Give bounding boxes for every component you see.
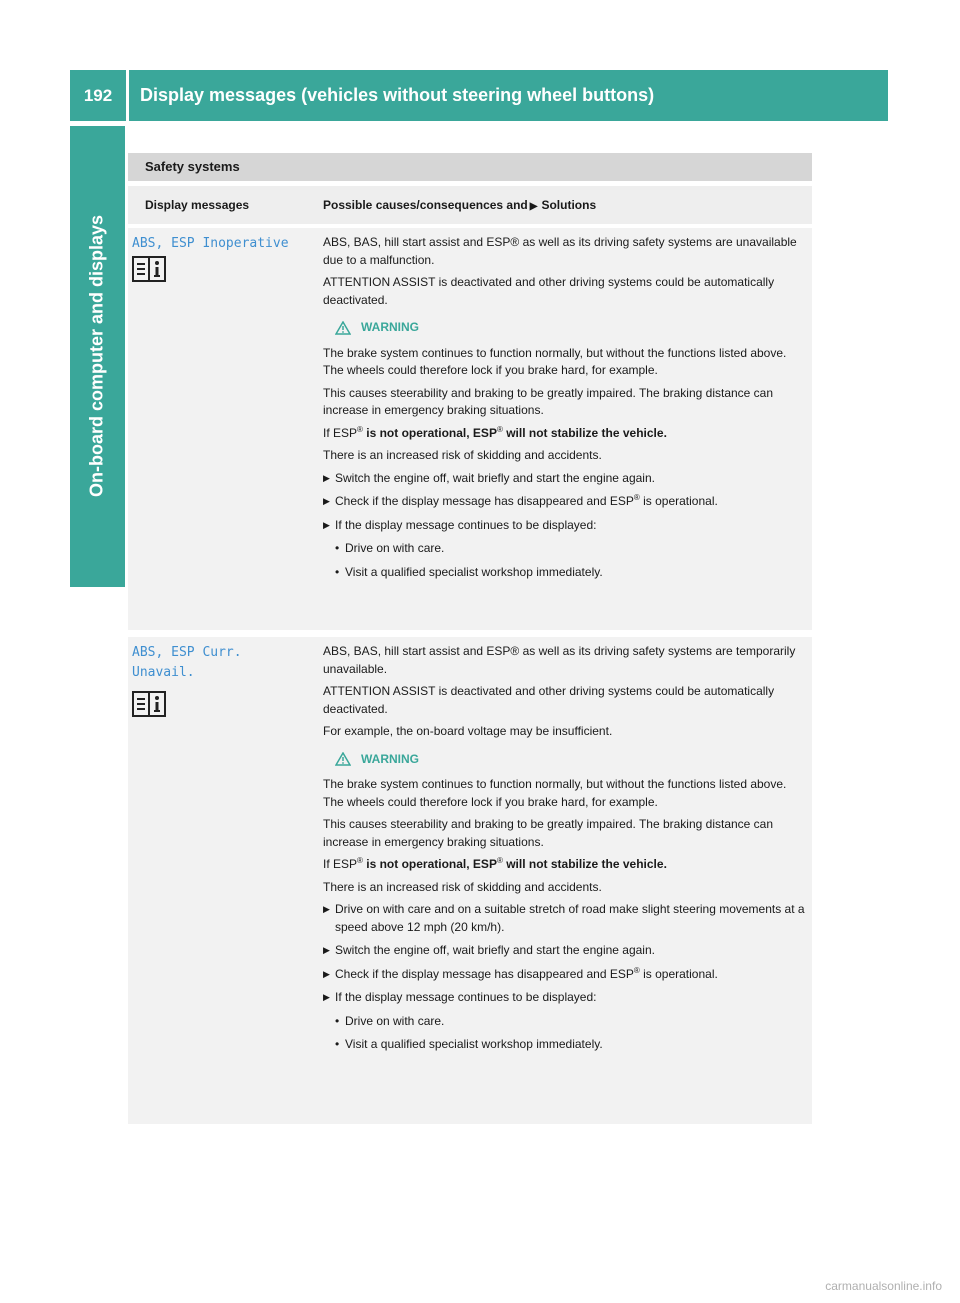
display-message-text: ABS, ESP Curr. Unavail. [132,645,242,680]
warning-label: WARNING [361,751,419,766]
solution-step: ▶ If the display message continues to be displayed: [323,517,807,535]
warning-triangle-icon [335,321,351,335]
warning-heading [335,751,807,769]
warning-label: WARNING [361,320,419,334]
warning-text: The brake system continues to function normally, but without the functions listed above. The wheels could therefore lock if you brake hard, for example. [323,777,787,809]
warning-text: This causes steerability and braking to be greatly impaired. The braking distance can increase in emergency braking situations. [323,385,774,417]
row-divider [128,631,812,633]
owners-manual-icon [132,256,166,282]
cause-text: ATTENTION ASSIST is deactivated and other driving systems could be automatically deactivated. [323,275,775,307]
warning-text: This causes steerability and braking to be greatly impaired. The braking distance can increase in emergency braking situations. [323,817,774,849]
warning-text: There is an increased risk of skidding and accidents. [323,879,602,894]
warning-text: The brake system continues to function normally, but without the functions listed above. The wheels could therefore lock if you brake hard, for example. [323,345,787,377]
page-title: Display messages (vehicles without steering wheel buttons) [140,85,655,105]
warning-text: If ESP® is not operational, ESP® will not stabilize the vehicle. [323,856,667,871]
column-header-solutions-text: Solutions [541,198,597,212]
causes-solutions-content [323,643,807,1060]
cause-text: For example, the on-board voltage may be insufficient. [323,724,613,738]
footer-watermark: carmanualsonline.info [825,1279,942,1293]
column-header-causes-solutions [323,186,596,226]
header-divider [126,70,129,121]
section-heading: Safety systems [128,153,812,181]
solution-bullet: • Visit a qualified specialist workshop immediately. [323,1036,807,1054]
solution-step: ▶ Switch the engine off, wait briefly and start the engine again. [323,470,807,488]
table-row [128,228,812,630]
warning-text: If ESP® is not operational, ESP® will not stabilize the vehicle. [323,424,667,440]
cause-text: ABS, BAS, hill start assist and ESP® as well as its driving safety systems are unavailable due to a malfunction. [323,235,797,267]
cause-text: ABS, BAS, hill start assist and ESP® as well as its driving safety systems are temporarily unavailable. [323,644,796,676]
display-message-text: ABS, ESP Inoperative [132,236,289,251]
column-header-display-messages: Display messages [145,198,250,212]
solution-bullet: • Drive on with care. [323,540,807,558]
warning-triangle-icon [335,752,351,766]
warning-heading [335,319,807,337]
solution-step: ▶ If the display message continues to be displayed: [323,989,807,1007]
solution-step: ▶ Check if the display message has disappeared and ESP® is operational. [323,493,807,511]
warning-text: There is an increased risk of skidding and accidents. [323,448,602,462]
causes-solutions-content [323,234,807,587]
page-number: 192 [83,86,113,105]
solution-arrow-icon: ▶ [529,201,538,212]
table-header [128,186,812,224]
cause-text: ATTENTION ASSIST is deactivated and other driving systems could be automatically deactivated. [323,684,775,716]
solution-step: ▶ Drive on with care and on a suitable stretch of road make slight steering movements at a speed above 12 mph (20 km/h). [323,901,807,936]
solution-bullet: • Drive on with care. [323,1013,807,1031]
owners-manual-icon [132,691,166,717]
column-header-causes-text: Possible causes/consequences and [323,198,528,212]
table-row [128,637,812,1124]
solution-step: ▶ Switch the engine off, wait briefly and start the engine again. [323,942,807,960]
chapter-label: On-board computer and displays [86,214,107,498]
solution-bullet: • Visit a qualified specialist workshop immediately. [323,564,807,582]
solution-step: ▶ Check if the display message has disappeared and ESP® is operational. [323,966,807,984]
